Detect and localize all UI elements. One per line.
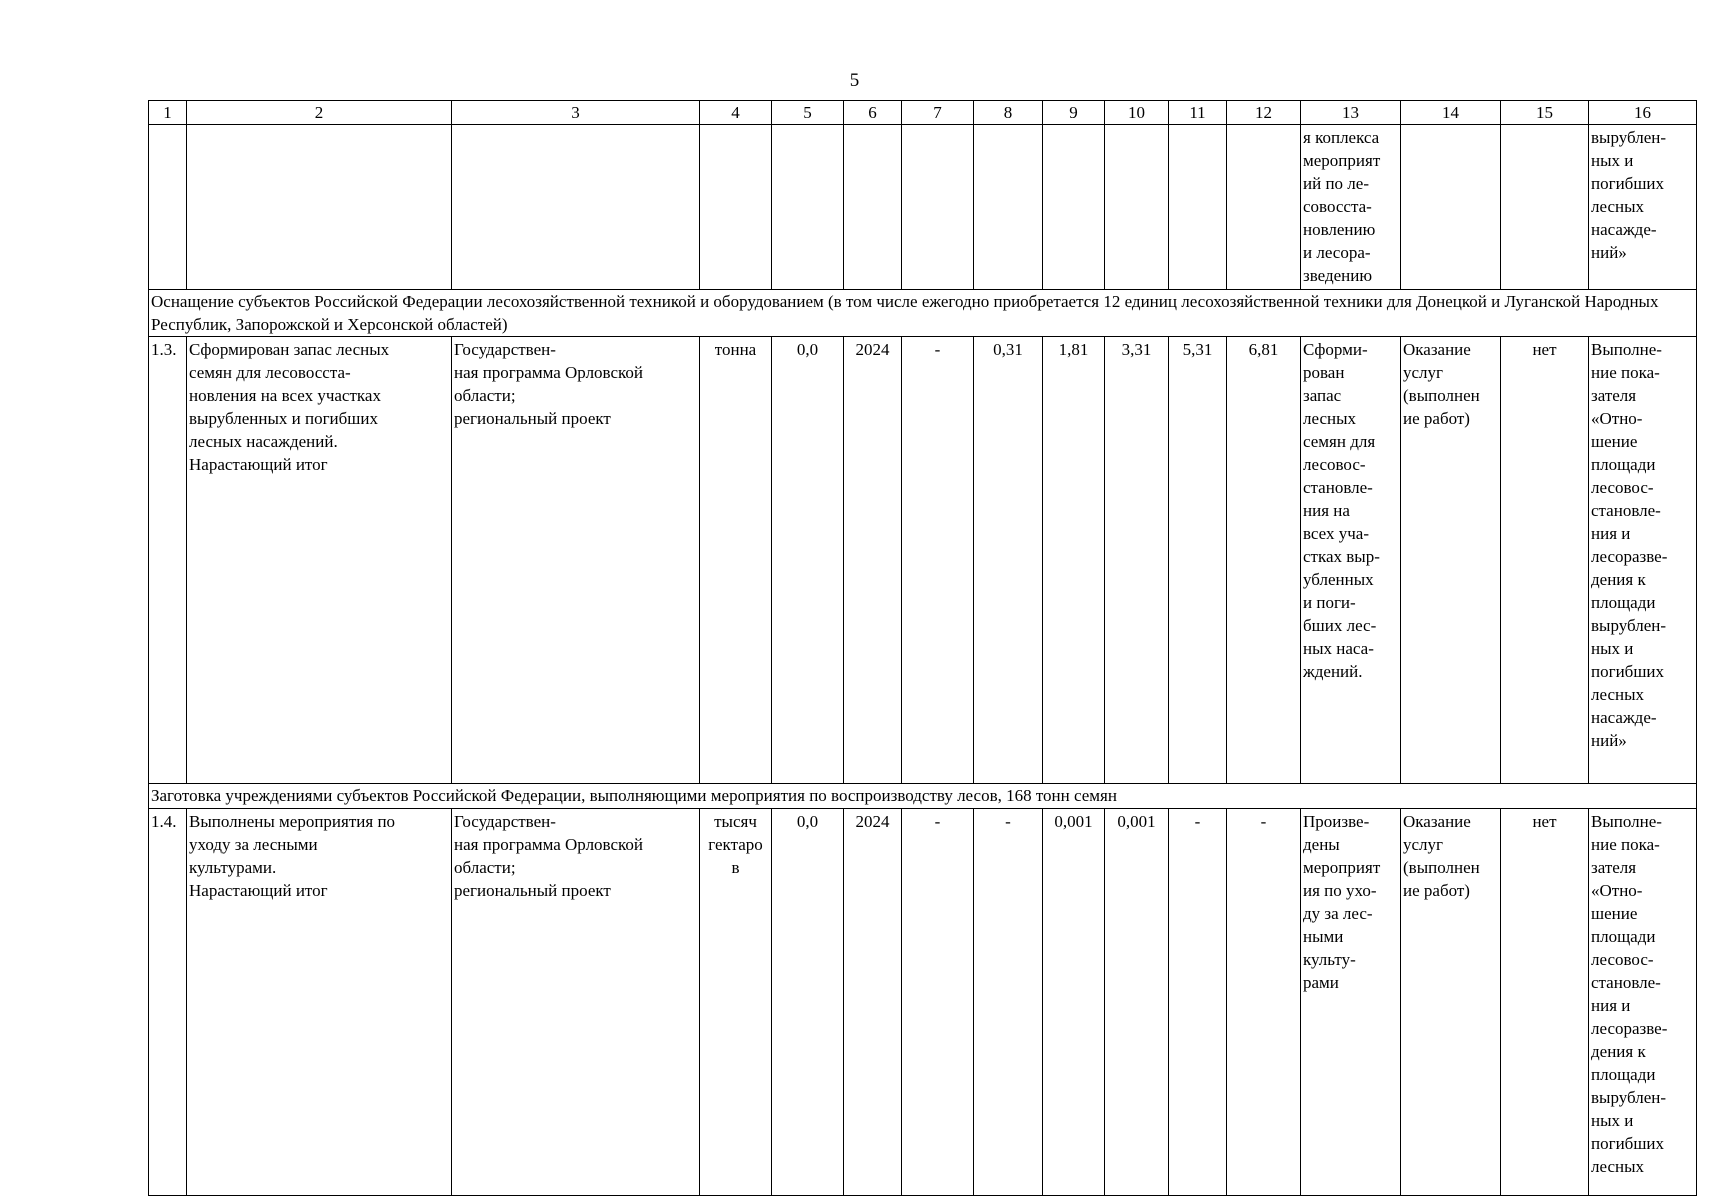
col-num: 6 <box>844 101 902 125</box>
value-cell: 5,31 <box>1169 337 1227 784</box>
col-num: 2 <box>187 101 452 125</box>
source-cell: Государствен- ная программа Орловской области; региональный проект <box>452 809 700 1196</box>
row-number: 1.3. <box>149 337 187 784</box>
col-num: 5 <box>772 101 844 125</box>
flag-cell: нет <box>1501 809 1589 1196</box>
col-num: 15 <box>1501 101 1589 125</box>
continuation-row <box>149 125 1697 290</box>
cell <box>1501 125 1589 290</box>
value-cell: 0,001 <box>1043 809 1105 1196</box>
measures-table <box>148 100 1697 1196</box>
result-description: Сформи- рован запас лесных семян для лесовос- становле- ния на всех уча- стках выр- убленных и поги- бших лес- ных наса- ждений. <box>1301 337 1401 784</box>
indicator-text: Выполне- ние пока- зателя «Отно- шение площади лесовос- становле- ния и лесоразве- дения к площади вырублен- ных и погибших лесных <box>1591 812 1668 1176</box>
value-cell: - <box>974 809 1043 1196</box>
cell <box>1169 125 1227 290</box>
col-num: 14 <box>1401 101 1501 125</box>
indicator-cell <box>1589 809 1697 1196</box>
cell <box>452 125 700 290</box>
col-num: 4 <box>700 101 772 125</box>
value-cell: 6,81 <box>1227 337 1301 784</box>
cell <box>700 125 772 290</box>
value-cell: 0,31 <box>974 337 1043 784</box>
indicator-cell: вырублен- ных и погибших лесных насажде- ний» <box>1589 125 1697 290</box>
value-cell: 0,001 <box>1105 809 1169 1196</box>
col-num: 12 <box>1227 101 1301 125</box>
cell <box>1105 125 1169 290</box>
base-year: 2024 <box>844 337 902 784</box>
value-cell: - <box>1227 809 1301 1196</box>
cell <box>1043 125 1105 290</box>
value-cell: 3,31 <box>1105 337 1169 784</box>
indicator-cell: Выполне- ние пока- зателя «Отно- шение площади лесовос- становле- ния и лесоразве- дения к площади вырублен- ных и погибших лесных насажде- ний» <box>1589 337 1697 784</box>
cell <box>974 125 1043 290</box>
cell <box>1401 125 1501 290</box>
cell <box>1227 125 1301 290</box>
cell <box>902 125 974 290</box>
value-cell: - <box>902 809 974 1196</box>
result-name: Выполнены мероприятия по уходу за лесными культурами. Нарастающий итог <box>187 809 452 1196</box>
cell <box>187 125 452 290</box>
col-num: 11 <box>1169 101 1227 125</box>
page-number: 5 <box>849 70 860 91</box>
section-title: Заготовка учреждениями субъектов Российской Федерации, выполняющими мероприятия по воспроизводству лесов, 168 тонн семян <box>149 784 1697 809</box>
section-row <box>149 784 1697 809</box>
result-description: Произве- дены мероприят ия по ухо- ду за лес- ными культу- рами <box>1301 809 1401 1196</box>
result-cell: я коплекса мероприят ий по ле- совосста- новлению и лесора- зведению <box>1301 125 1401 290</box>
cell <box>844 125 902 290</box>
value-cell: - <box>1169 809 1227 1196</box>
source-cell: Государствен- ная программа Орловской области; региональный проект <box>452 337 700 784</box>
value-cell: 1,81 <box>1043 337 1105 784</box>
col-num: 1 <box>149 101 187 125</box>
col-num: 16 <box>1589 101 1697 125</box>
result-name: Сформирован запас лесных семян для лесовосста- новления на всех участках вырубленных и погибших лесных насаждений. Нарастающий итог <box>187 337 452 784</box>
base-value: 0,0 <box>772 809 844 1196</box>
base-value: 0,0 <box>772 337 844 784</box>
col-num: 7 <box>902 101 974 125</box>
section-title: Оснащение субъектов Российской Федерации лесохозяйственной техникой и оборудованием (в том числе ежегодно приобретается 12 единиц лесохозяйственной техники для Донецкой и Луганской Народных Республик, Запорожской и Херсонской областей) <box>149 290 1697 337</box>
column-number-row <box>149 101 1697 125</box>
base-year: 2024 <box>844 809 902 1196</box>
table-row <box>149 337 1697 784</box>
cell <box>772 125 844 290</box>
col-num: 13 <box>1301 101 1401 125</box>
col-num: 3 <box>452 101 700 125</box>
col-num: 8 <box>974 101 1043 125</box>
flag-cell: нет <box>1501 337 1589 784</box>
table-row <box>149 809 1697 1196</box>
row-number: 1.4. <box>149 809 187 1196</box>
unit-cell: тонна <box>700 337 772 784</box>
result-type: Оказание услуг (выполнен ие работ) <box>1401 809 1501 1196</box>
cell <box>149 125 187 290</box>
unit-cell: тысяч гектаро в <box>700 809 772 1196</box>
col-num: 10 <box>1105 101 1169 125</box>
result-type: Оказание услуг (выполнен ие работ) <box>1401 337 1501 784</box>
value-cell: - <box>902 337 974 784</box>
section-row <box>149 290 1697 337</box>
col-num: 9 <box>1043 101 1105 125</box>
